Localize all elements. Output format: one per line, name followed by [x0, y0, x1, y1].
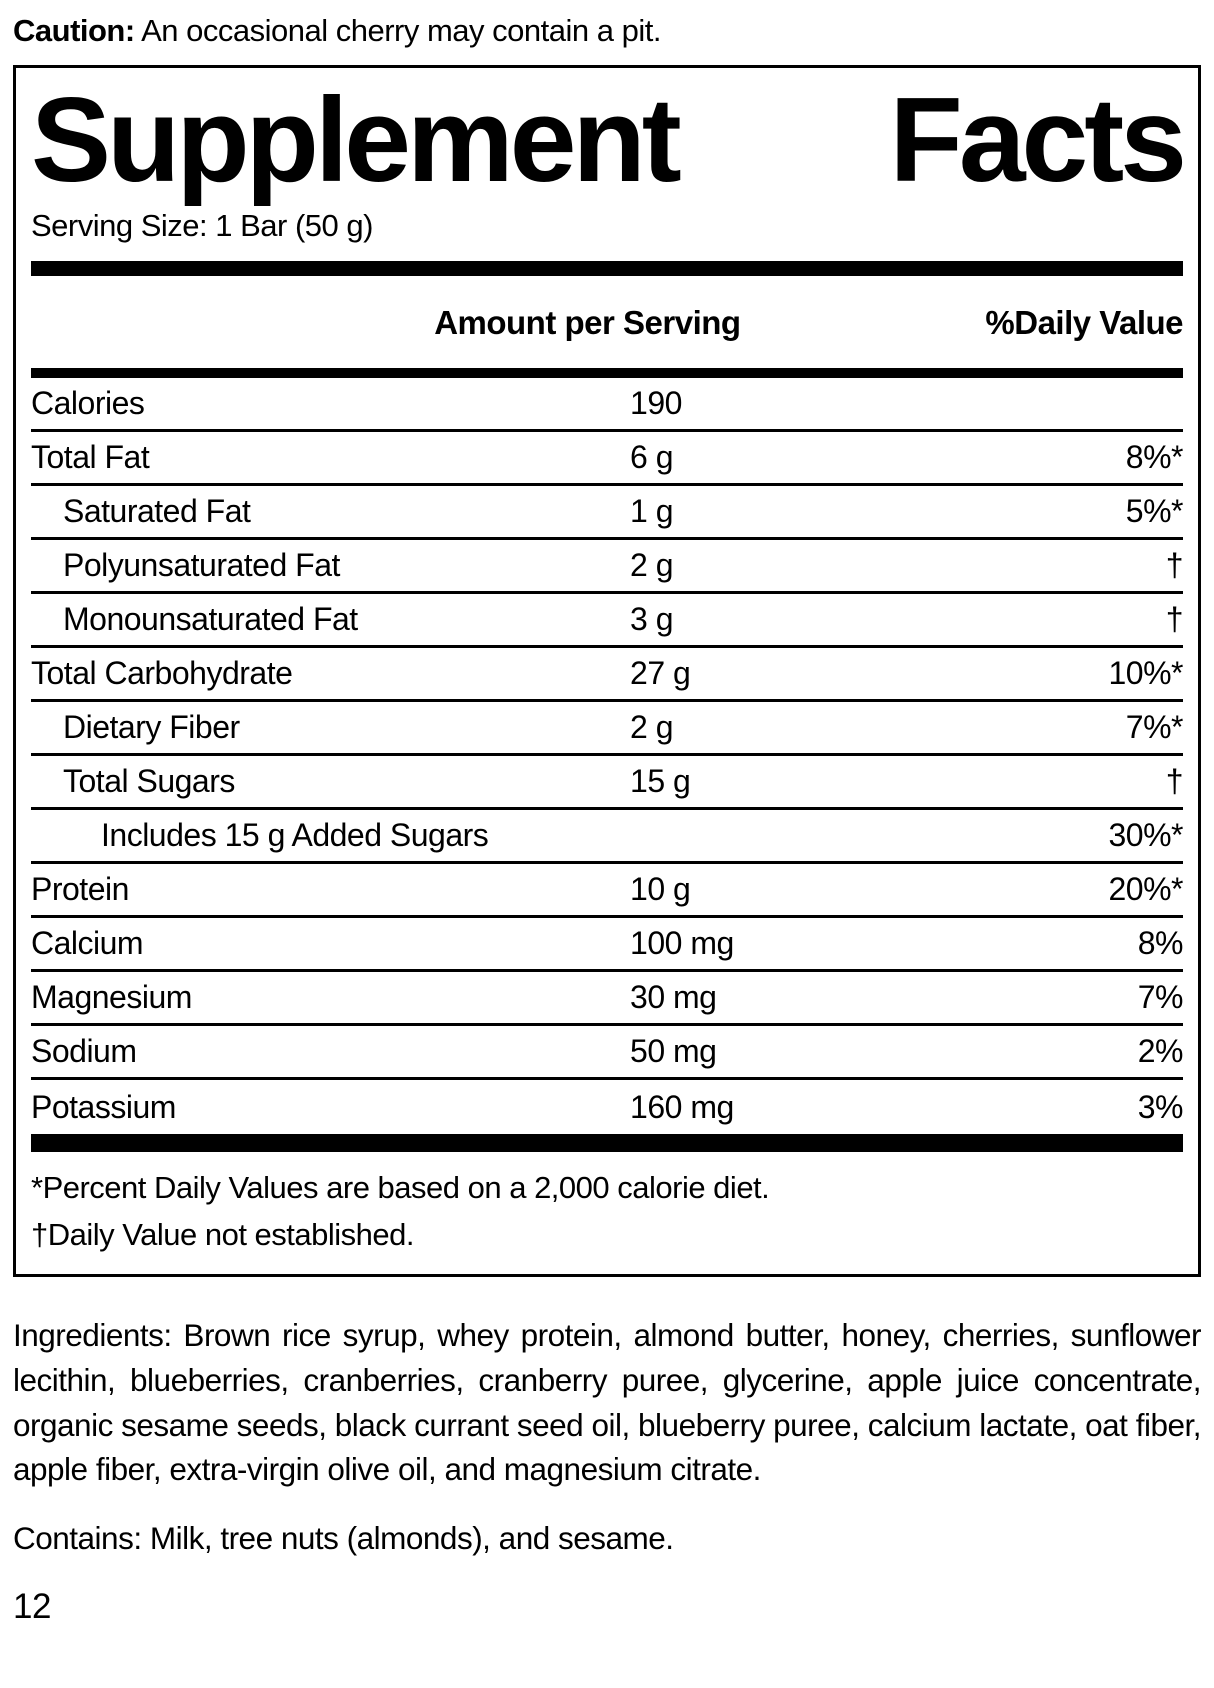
caution-body: An occasional cherry may contain a pit. [134, 13, 661, 48]
nutrient-daily-value: 7% [1137, 979, 1183, 1016]
nutrient-daily-value: 10%* [1108, 655, 1183, 692]
nutrient-name: Polyunsaturated Fat [63, 547, 340, 584]
table-row-dietary-fiber [31, 702, 1183, 756]
page-number: 12 [13, 1586, 51, 1626]
nutrient-daily-value: † [1165, 547, 1183, 584]
nutrient-name: Saturated Fat [63, 493, 251, 530]
serving-size: Serving Size: 1 Bar (50 g) [31, 208, 373, 244]
table-row-total-carbohydrate [31, 648, 1183, 702]
nutrient-amount: 1 g [630, 493, 674, 530]
supplement-facts-title [31, 73, 1183, 208]
footnotes [31, 1152, 1183, 1274]
nutrient-name: Includes 15 g Added Sugars [101, 817, 489, 854]
nutrient-name: Potassium [31, 1088, 176, 1125]
nutrient-name: Magnesium [31, 979, 192, 1016]
nutrient-name: Total Carbohydrate [31, 655, 293, 692]
nutrient-daily-value: † [1165, 763, 1183, 800]
nutrient-daily-value: 7%* [1125, 709, 1183, 746]
divider-bar-thick-top [31, 261, 1183, 276]
nutrient-amount: 30 mg [630, 979, 717, 1016]
table-row-sodium [31, 1026, 1183, 1080]
nutrient-amount: 2 g [630, 709, 674, 746]
nutrient-amount: 50 mg [630, 1033, 717, 1070]
divider-bar-thick-bottom [31, 1134, 1183, 1152]
nutrient-amount: 2 g [630, 547, 674, 584]
footnote-daily-value-not-established: †Daily Value not established. [31, 1217, 415, 1253]
nutrient-name: Total Sugars [63, 763, 235, 800]
amount-per-serving-header: Amount per Serving [434, 304, 741, 342]
title-word-facts: Facts [889, 73, 1183, 208]
nutrient-daily-value: 30%* [1108, 817, 1183, 854]
nutrient-daily-value: 20%* [1108, 871, 1183, 908]
nutrient-name: Monounsaturated Fat [63, 601, 358, 638]
nutrient-daily-value: 5%* [1125, 493, 1183, 530]
table-column-headers [31, 276, 1183, 368]
nutrient-amount: 190 [630, 385, 682, 422]
nutrient-amount: 160 mg [630, 1088, 734, 1125]
nutrient-amount: 27 g [630, 655, 691, 692]
title-word-supplement: Supplement [31, 73, 678, 208]
nutrient-name: Calories [31, 385, 145, 422]
table-row-potassium [31, 1080, 1183, 1134]
nutrient-name: Total Fat [31, 439, 150, 476]
nutrient-daily-value: 8% [1137, 925, 1183, 962]
table-row-total-sugars [31, 756, 1183, 810]
table-row-monounsaturated-fat [31, 594, 1183, 648]
footnote-percent-daily-values: *Percent Daily Values are based on a 2,000 calorie diet. [31, 1170, 770, 1206]
nutrient-name: Protein [31, 871, 129, 908]
nutrient-table [31, 378, 1183, 1134]
table-row-total-fat [31, 432, 1183, 486]
table-row-saturated-fat [31, 486, 1183, 540]
nutrient-amount: 15 g [630, 763, 691, 800]
nutrient-name: Dietary Fiber [63, 709, 240, 746]
nutrient-amount: 6 g [630, 439, 674, 476]
nutrient-daily-value: 3% [1137, 1088, 1183, 1125]
daily-value-header: %Daily Value [985, 304, 1183, 342]
supplement-facts-panel [13, 65, 1201, 1277]
nutrient-amount: 10 g [630, 871, 691, 908]
divider-bar-below-headers [31, 368, 1183, 378]
caution-label: Caution: [13, 13, 135, 48]
nutrient-daily-value: 8%* [1125, 439, 1183, 476]
nutrient-amount: 3 g [630, 601, 674, 638]
ingredients-text: Ingredients: Brown rice syrup, whey protein, almond butter, honey, cherries, sunflower lecithin, blueberries, cranberries, cranberry puree, glycerine, apple juice concentrate, organic sesame seeds, black currant seed oil, blueberry puree, calcium lactate, oat fiber, apple fiber, extra-virgin olive oil, and magnesium citrate. [13, 1317, 1201, 1488]
table-row-magnesium [31, 972, 1183, 1026]
table-row-calcium [31, 918, 1183, 972]
caution-text [13, 12, 1201, 49]
table-row-calories [31, 378, 1183, 432]
nutrient-daily-value: † [1165, 601, 1183, 638]
contains-text: Contains: Milk, tree nuts (almonds), and sesame. [13, 1519, 674, 1556]
table-row-polyunsaturated-fat [31, 540, 1183, 594]
nutrient-name: Calcium [31, 925, 144, 962]
table-row-protein [31, 864, 1183, 918]
nutrient-amount: 100 mg [630, 925, 734, 962]
nutrient-name: Sodium [31, 1033, 137, 1070]
table-row-added-sugars [31, 810, 1183, 864]
nutrient-daily-value: 2% [1137, 1033, 1183, 1070]
